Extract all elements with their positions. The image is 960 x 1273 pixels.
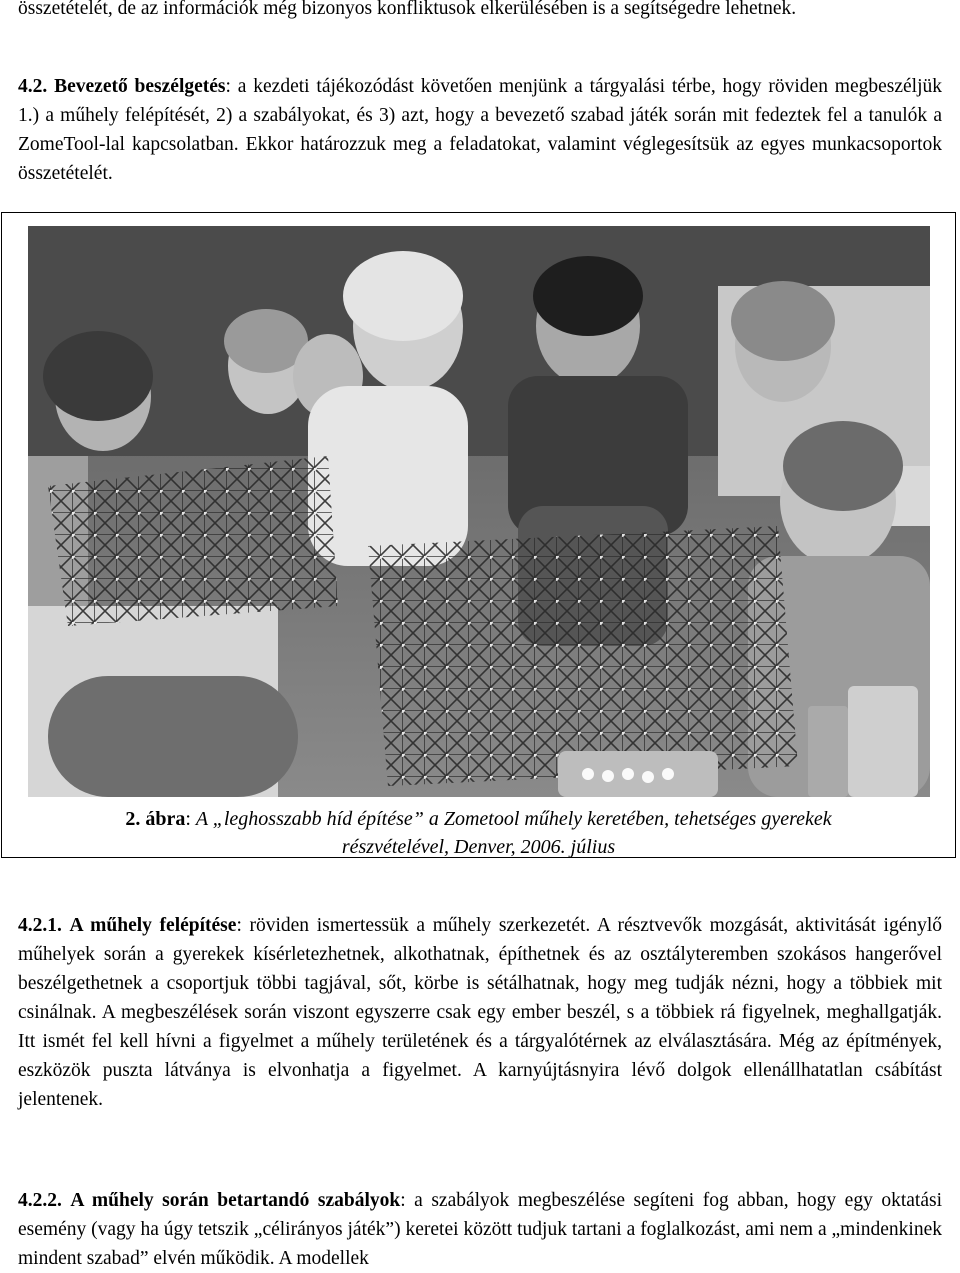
section-4-2-text: : a kezdeti tájékozódást követően menjünk a tárgyalási térbe, hogy röviden megbeszéljük 1.) a műhely felépítését, 2) a szabályokat, és 3) azt, hogy a bevezető szabad játék során mit fedeztek fel a tanulók a ZomeTool-lal kapcsolatban. Ekkor határozzuk meg a feladatokat, valamint véglegesítsük az egyes munkacsoportok összetételét. [18,76,942,184]
intro-paragraph [18,0,942,23]
section-4-2-2-number: 4.2.2. [18,1190,62,1211]
figure-caption-line-1: A „leghosszabb híd építése” a Zometool műhely keretében, tehetséges gyerekek [195,808,832,830]
section-4-2-2-paragraph [18,1186,942,1273]
intro-text: összetételét, de az információk még bizonyos konfliktusok elkerülésében is a segítségedre lehetnek. [18,0,797,19]
section-4-2-heading: Bevezető beszélgetés [54,76,226,97]
section-4-2-2-text: : a szabályok megbeszélése segíteni fog abban, hogy egy oktatási esemény (vagy ha úgy tetszik „célirányos játék”) keretei között tudjuk tartani a foglalkozást, ami nem a „mindenkinek mindent szabad” elvén működik. A modellek [18,1190,942,1269]
section-4-2-number: 4.2. [18,76,48,97]
section-4-2-1-number: 4.2.1. [18,915,62,936]
figure-frame [1,212,956,858]
figure-caption-line-2: részvételével, Denver, 2006. július [341,836,616,858]
figure-label: 2. ábra [125,808,186,830]
section-4-2-2-heading: A műhely során betartandó szabályok [70,1190,401,1211]
section-4-2-paragraph [18,72,942,188]
section-4-2-1-heading: A műhely felépítése [69,915,237,936]
section-4-2-1-text: : röviden ismertessük a műhely szerkezetét. A résztvevők mozgását, aktivitását igénylő műhelyek során a gyerekek kísérletezhetnek, alkothatnak, építhetnek és az osztályteremben szokásos hangerővel beszélgethetnek a csoportjuk többi tagjával, sőt, körbe is sétálhatnak, hogy meg tudják nézni, hogy a többiek mit csinálnak. A megbeszélések során viszont egyszerre csak egy ember beszél, s a többiek rá figyelnek, meghallgatják. Itt ismét fel kell hívni a figyelmet a műhely területének és a tárgyalótérnek az elválasztására. Még az építmények, eszközök puszta látványa is elvonhatja a figyelmet. A karnyújtásnyira lévő dolgok ellenállhatatlan csábítást jelentenek. [18,915,943,1110]
children-building-zometool-bridge-photo [28,226,930,797]
figure-photo [28,226,930,797]
section-4-2-1-paragraph [18,911,942,1114]
figure-caption: 2. ábra: A „leghosszabb híd építése” a Zometool műhely keretében, tehetséges gyerekek részvételével, Denver, 2006. július [2,805,955,861]
